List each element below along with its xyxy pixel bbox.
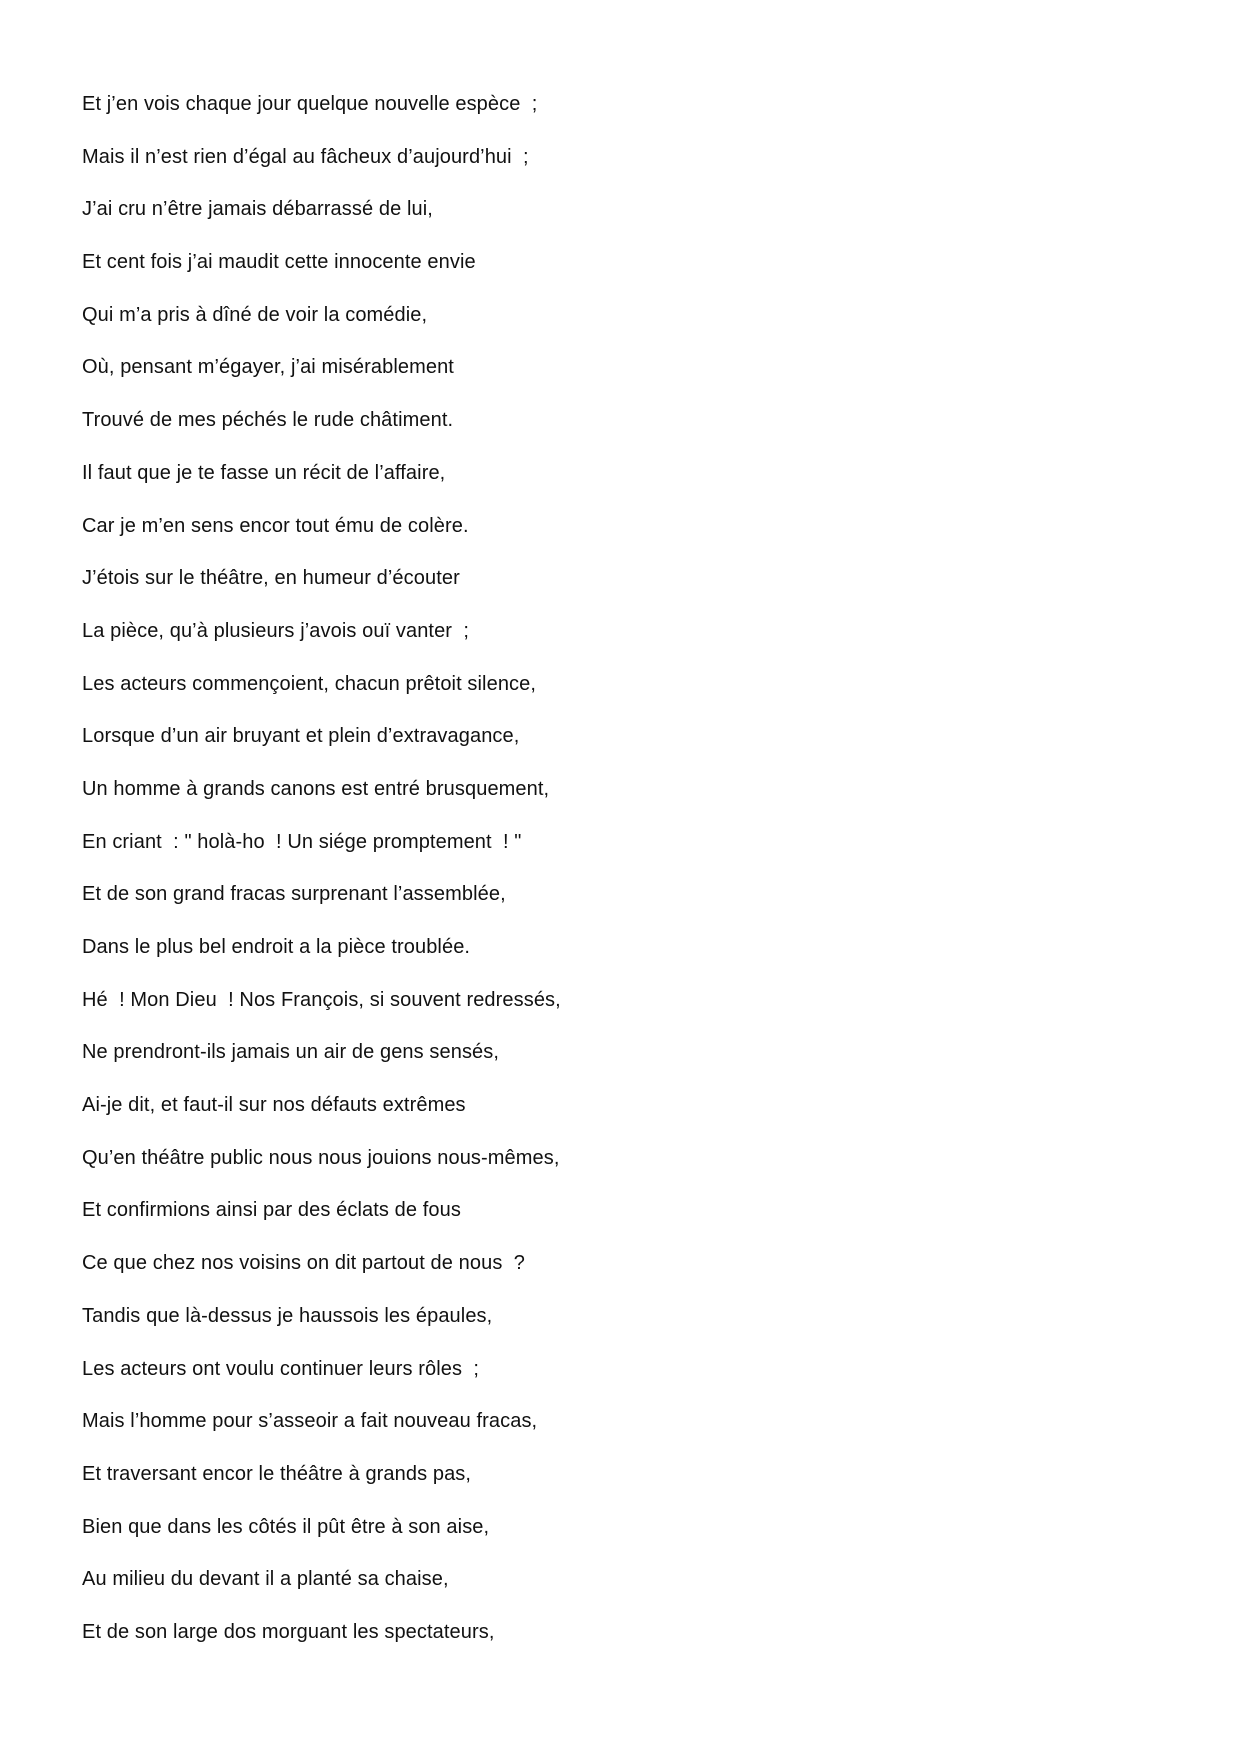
poem-verses [82, 78, 561, 1659]
verse-line: Et cent fois j’ai maudit cette innocente envie [82, 251, 476, 274]
verse-line: Et j’en vois chaque jour quelque nouvelle espèce ; [82, 93, 538, 115]
verse-line: Il faut que je te fasse un récit de l’affaire, [82, 461, 446, 484]
verse-line: Tandis que là-dessus je haussois les épaules, [82, 1304, 493, 1327]
verse-line: Ne prendront-ils jamais un air de gens sensés, [82, 1041, 500, 1064]
verse-line: Bien que dans les côtés il pût être à son aise, [82, 1515, 490, 1538]
verse-line: Trouvé de mes péchés le rude châtiment. [82, 409, 454, 432]
verse-line: Car je m’en sens encor tout ému de colère. [82, 514, 469, 537]
verse-line: La pièce, qu’à plusieurs j’avois ouï vanter ; [82, 619, 470, 642]
verse-line: Les acteurs commençoient, chacun prêtoit silence, [82, 672, 537, 695]
verse-line: Dans le plus bel endroit a la pièce troublée. [82, 936, 471, 958]
verse-line: Hé ! Mon Dieu ! Nos François, si souvent redressés, [82, 988, 561, 1011]
verse-line: En criant : " holà-ho ! Un siége promptement ! " [82, 830, 522, 853]
verse-line: Lorsque d’un air bruyant et plein d’extravagance, [82, 725, 520, 748]
verse-line: Qui m’a pris à dîné de voir la comédie, [82, 303, 428, 326]
verse-line: J’ai cru n’être jamais débarrassé de lui, [82, 198, 433, 221]
verse-line: Un homme à grands canons est entré brusquement, [82, 777, 550, 800]
verse-line: Ce que chez nos voisins on dit partout de nous ? [82, 1252, 525, 1275]
verse-line: J’étois sur le théâtre, en humeur d’écouter [82, 567, 460, 590]
verse-line: Mais l’homme pour s’asseoir a fait nouveau fracas, [82, 1410, 538, 1433]
verse-line: Les acteurs ont voulu continuer leurs rôles ; [82, 1357, 480, 1380]
verse-line: Et de son grand fracas surprenant l’assemblée, [82, 883, 506, 906]
verse-line: Qu’en théâtre public nous nous jouions nous-mêmes, [82, 1146, 560, 1169]
verse-line: Et traversant encor le théâtre à grands pas, [82, 1462, 472, 1485]
verse-line: Au milieu du devant il a planté sa chaise, [82, 1568, 449, 1591]
verse-line: Mais il n’est rien d’égal au fâcheux d’aujourd’hui ; [82, 145, 529, 168]
verse-line: Et de son large dos morguant les spectateurs, [82, 1620, 495, 1643]
verse-line: Où, pensant m’égayer, j’ai misérablement [82, 356, 454, 379]
verse-line: Ai-je dit, et faut-il sur nos défauts extrêmes [82, 1094, 466, 1117]
verse-line: Et confirmions ainsi par des éclats de fous [82, 1199, 461, 1222]
